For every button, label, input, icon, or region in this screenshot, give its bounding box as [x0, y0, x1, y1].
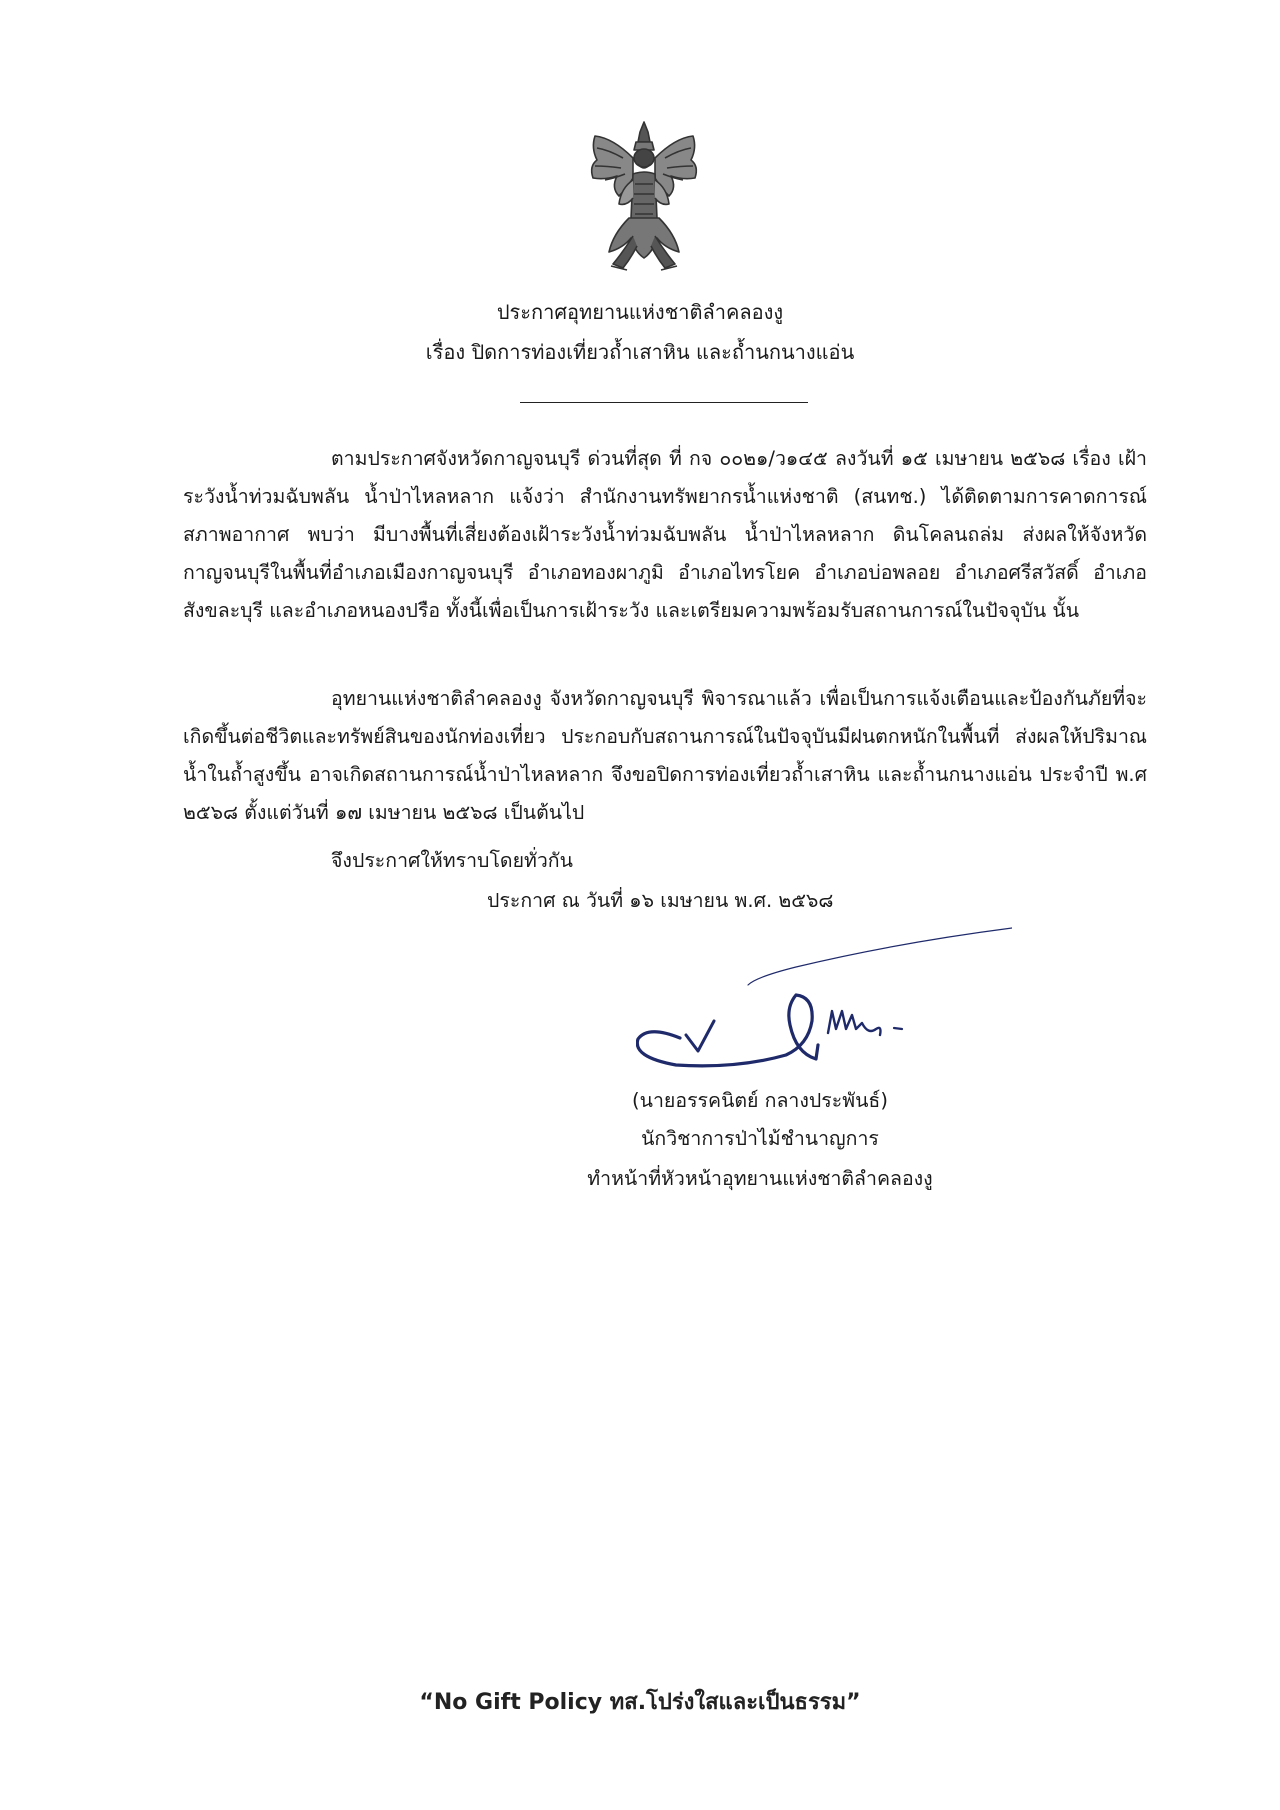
announcement-subject: เรื่อง ปิดการท่องเที่ยวถ้ำเสาหิน และถ้ำนกนางแอ่น: [425, 340, 855, 364]
signatory-position: นักวิชาการป่าไม้ชำนาญการ: [641, 1127, 879, 1150]
footer-slogan: “No Gift Policy ทส.โปร่งใสและเป็นธรรม”: [419, 1690, 861, 1715]
closing-statement: จึงประกาศให้ทราบโดยทั่วกัน: [331, 849, 573, 872]
paragraph-2-text: อุทยานแห่งชาติลำคลองงู จังหวัดกาญจนบุรี พิจารณาแล้ว เพื่อเป็นการแจ้งเตือนและป้องกันภัยที่จะเกิดขึ้นต่อชีวิตและทรัพย์สินของนักท่องเที่ยว ประกอบกับสถานการณ์ในปัจจุบันมีฝนตกหนักในพื้นที่ ส่งผลให้ปริมาณน้ำในถ้ำสูงขึ้น อาจเกิดสถานการณ์น้ำป่าไหลหลาก จึงขอปิดการท่องเที่ยวถ้ำเสาหิน และถ้ำนกนางแอ่น ประจำปี พ.ศ ๒๕๖๘ ตั้งแต่วันที่ ๑๗ เมษายน ๒๕๖๘ เป็นต้นไป: [183, 687, 1147, 824]
signature-image: [636, 925, 1012, 1085]
title-divider: [520, 402, 808, 403]
body-paragraph-1: [183, 440, 1147, 630]
garuda-emblem-icon: [583, 118, 705, 278]
paragraph-1-text: ตามประกาศจังหวัดกาญจนบุรี ด่วนที่สุด ที่ กจ ๐๐๒๑/ว๑๔๕ ลงวันที่ ๑๕ เมษายน ๒๕๖๘ เรื่อง เฝ้าระวังน้ำท่วมฉับพลัน น้ำป่าไหลหลาก แจ้งว่า สำนักงานทรัพยากรน้ำแห่งชาติ (สนทช.) ได้ติดตามการคาดการณ์สภาพอากาศ พบว่า มีบางพื้นที่เสี่ยงต้องเฝ้าระวังน้ำท่วมฉับพลัน น้ำป่าไหลหลาก ดินโคลนถล่ม ส่งผลให้จังหวัดกาญจนบุรีในพื้นที่อำเภอเมืองกาญจนบุรี อำเภอทองผาภูมิ อำเภอไทรโยค อำเภอบ่อพลอย อำเภอศรีสวัสดิ์ อำเภอสังขละบุรี และอำเภอหนองปรือ ทั้งนี้เพื่อเป็นการเฝ้าระวัง และเตรียมความพร้อมรับสถานการณ์ในปัจจุบัน นั้น: [183, 447, 1147, 622]
body-paragraph-2: [183, 680, 1147, 832]
announcement-date: ประกาศ ณ วันที่ ๑๖ เมษายน พ.ศ. ๒๕๖๘: [487, 889, 834, 912]
signatory-role: ทำหน้าที่หัวหน้าอุทยานแห่งชาติลำคลองงู: [587, 1167, 933, 1190]
signatory-name: (นายอรรคนิตย์ กลางประพันธ์): [632, 1089, 888, 1112]
announcement-title: ประกาศอุทยานแห่งชาติลำคลองงู: [496, 300, 784, 324]
